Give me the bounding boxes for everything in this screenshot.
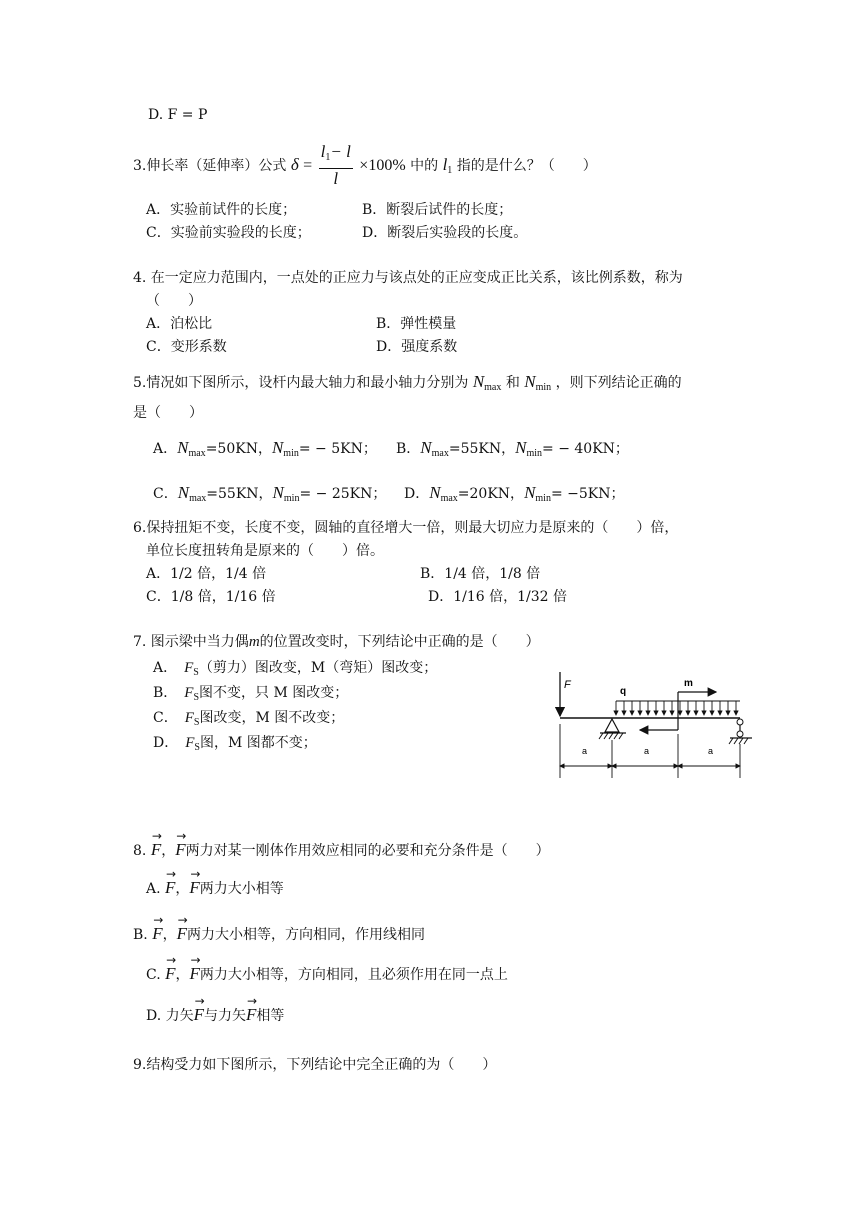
q7-b-label: B． [153,685,171,701]
q3-den: l [333,169,339,188]
q5-a-min-val: = − 5KN； [298,441,377,457]
q5-b-min: min [526,448,543,459]
arrow-icon: → [176,829,187,843]
force-f-label: F [564,679,571,691]
q5-d-max-val: =20KN， [457,486,525,502]
q7-m: m [248,634,260,650]
q8-c-vector-f2 [189,953,201,988]
q5-line2: 是（ ） [133,405,203,421]
q7-text-b: 的位置改变时，下列结论中正确的是（ ） [259,634,540,650]
q5-a-label: A． [153,441,178,457]
q8-a-comma: ， [175,881,190,897]
q5-n: N [472,372,485,391]
q5-d-min: min [535,493,551,504]
roller-support [729,719,752,744]
q3-option-d: D．断裂后实验段的长度。 [362,225,528,241]
q5-option-d [404,481,625,511]
couple-m-symbol [640,692,716,730]
q8-num: 8. [133,843,147,859]
arrow-icon: → [247,994,258,1008]
q8-option-a [146,867,284,903]
q5-option-b [396,436,629,466]
dim-a-3: a [708,746,714,756]
q7-d-f: F [185,735,195,751]
q3-num-rest: − l [330,142,351,161]
q7-option-b [153,684,348,707]
q8-c-f1: F [165,964,176,983]
q3-times: ×100% [359,157,406,174]
q3-l-sub: 1 [447,165,453,176]
q8-a-vector-f2 [189,867,201,902]
q5-n2: N [524,372,536,391]
q8-option-d [146,994,285,1030]
arrow-icon: → [190,867,201,881]
q5-c-label: C． [153,486,178,502]
q8-b-vector-f2 [176,913,188,948]
q8-d-f2: F [246,1005,257,1024]
q8-d-vector-f2 [246,994,258,1029]
q8-c-label: C. [146,967,161,983]
q3-equals: = [303,157,313,174]
q7-option-a [153,659,437,682]
q5-c-n: N [177,483,190,502]
distributed-load-arrows [616,701,736,715]
q5-b-n2: N [515,438,527,457]
q4-option-d: D．强度系数 [376,339,458,355]
q8-d-rest: 相等 [256,1008,285,1024]
q7-text-a: 7. 图示梁中当力偶 [133,634,249,650]
q5-a-max-val: =50KN， [205,441,272,457]
arrow-icon: → [194,994,205,1008]
q5-c-min-val: = − 25KN； [299,486,387,502]
q5-a-n: N [177,438,189,457]
q7-a-f: F [184,660,194,676]
q5-option-c [153,481,386,511]
q5-line1 [133,370,682,400]
q7-option-d [153,734,317,757]
q5-max: max [484,382,502,393]
q7-d-label: D． [153,735,172,751]
q8-b-rest: 两力大小相等，方向相同，作用线相同 [186,927,425,943]
q3-option-b: B．断裂后试件的长度； [362,202,513,218]
q6-option-d: D．1/16 倍，1/32 倍 [428,589,568,605]
q5-d-min-val: = −5KN； [550,486,625,502]
q3-delta: δ [290,155,299,174]
q5-d-n2: N [524,483,536,502]
q8-option-c [146,953,508,989]
q8-a-label: A. [146,881,161,897]
q3-prefix: 3.伸长率（延伸率）公式 [133,158,287,174]
q5-b-min-val: = − 40KN； [542,441,629,457]
q3-fraction [319,142,353,190]
q5-b-max-val: =55KN， [448,441,516,457]
q5-c-max-val: =55KN， [206,486,273,502]
q8-d-mid: 与力矢 [204,1008,247,1024]
pin-support [599,719,626,739]
q8-c-f2: F [189,964,200,983]
q7-a-label: A． [153,660,171,676]
q8-comma: ， [161,843,176,859]
q5-c-min: min [283,493,300,504]
q7-option-c [153,709,344,732]
q7-d-rest: 图，M 图都不变； [199,735,317,751]
q8-c-vector-f1 [165,953,177,988]
q4-line2: （ ） [146,293,202,309]
q5-d-label: D． [404,486,430,502]
q3-l: l [442,155,448,174]
q7-b-rest: 图不变，只 M 图改变； [199,685,349,701]
q3-mid: 中的 [410,158,439,174]
q8-b-f2: F [176,924,187,943]
q8-vector-f2 [175,829,187,864]
q7-a-s: S [193,667,199,678]
q4-option-c: C．变形系数 [146,339,227,355]
q8-a-f1: F [165,878,176,897]
q5-a-min: min [283,448,299,459]
q7-c-rest: 图改变，M 图不改变； [199,710,345,726]
q8-b-label: B. [133,927,148,943]
q8-c-rest: 两力大小相等，方向相同，且必须作用在同一点上 [199,967,508,983]
arrow-icon: → [190,953,201,967]
q6-line1: 6.保持扭矩不变，长度不变，圆轴的直径增大一倍，则最大切应力是原来的（ ）倍， [133,520,679,536]
q4-option-b: B．弹性模量 [376,316,457,332]
q8-option-b [133,913,425,949]
q5-b-max: max [431,448,449,459]
q8-a-rest: 两力大小相等 [199,881,284,897]
q2-option-d: D. F = P [148,107,208,123]
q5-d-max: max [440,493,458,504]
q8-a-vector-f1 [165,867,177,902]
q8-d-f1: F [193,1005,205,1024]
q6-option-a: A．1/2 倍，1/4 倍 [146,566,267,582]
q7-b-s: S [193,692,200,703]
dim-a-2: a [644,746,650,756]
dim-a-1: a [582,746,588,756]
q8-d-vector-f1 [193,994,205,1029]
q7-d-s: S [194,742,200,753]
q8-b-vector-f1 [152,913,164,948]
q8-text: 两力对某一刚体作用效应相同的必要和充分条件是（ ） [185,843,550,859]
q5-text-b: ，则下列结论正确的 [555,375,682,391]
q8-b-comma: ， [162,927,177,943]
load-q-label: q [620,686,627,697]
couple-m-label: m [684,678,693,689]
q7-a-rest: （剪力）图改变，M（弯矩）图改变； [198,660,438,676]
q8-f1: F [150,840,162,859]
beam-diagram [548,668,764,790]
q6-line2: 单位长度扭转角是原来的（ ）倍。 [146,543,384,559]
arrow-icon: → [151,829,162,843]
arrow-icon: → [153,913,164,927]
q5-b-label: B． [396,441,421,457]
q7-c-label: C． [153,710,171,726]
q3-num-l: l [320,142,326,161]
q5-b-n: N [420,438,432,457]
q4-line1: 4. 在一定应力范围内，一点处的正应力与该点处的正应变成正比关系，该比例系数，称为 [133,270,683,286]
question-3 [133,140,597,196]
q5-min: min [535,382,552,393]
q6-option-b: B．1/4 倍，1/8 倍 [420,566,541,582]
q6-option-c: C．1/8 倍，1/16 倍 [146,589,276,605]
q8-b-f1: F [152,924,163,943]
q4-option-a: A．泊松比 [146,316,213,332]
q9-line1: 9.结构受力如下图所示，下列结论中完全正确的为（ ） [133,1057,497,1073]
q3-option-a: A．实验前试件的长度； [146,202,297,218]
arrow-icon: → [166,867,177,881]
q5-d-n: N [429,483,441,502]
q3-option-c: C．实验前实验段的长度； [146,225,311,241]
arrow-icon: → [166,953,177,967]
q5-and: 和 [505,375,520,391]
q8-a-f2: F [189,878,200,897]
arrow-icon: → [177,913,188,927]
q5-a-n2: N [271,438,284,457]
q5-c-max: max [189,493,207,504]
q5-option-a [153,436,377,466]
q5-text-a: 5.情况如下图所示，设杆内最大轴力和最小轴力分别为 [133,375,469,391]
q3-suffix: 指的是什么？（ ） [456,158,597,174]
q8-d-label: D. 力矢 [146,1008,194,1024]
q8-f2: F [175,840,186,859]
q5-c-n2: N [272,483,284,502]
q8-vector-f1 [150,829,162,864]
q8-c-comma: ， [175,967,190,983]
q7-c-f: F [184,710,194,726]
q7-c-s: S [193,717,200,728]
q7-line1 [133,633,540,651]
q7-b-f: F [184,685,194,701]
q5-a-max: max [188,448,206,459]
q3-num-sub: 1 [325,152,331,163]
